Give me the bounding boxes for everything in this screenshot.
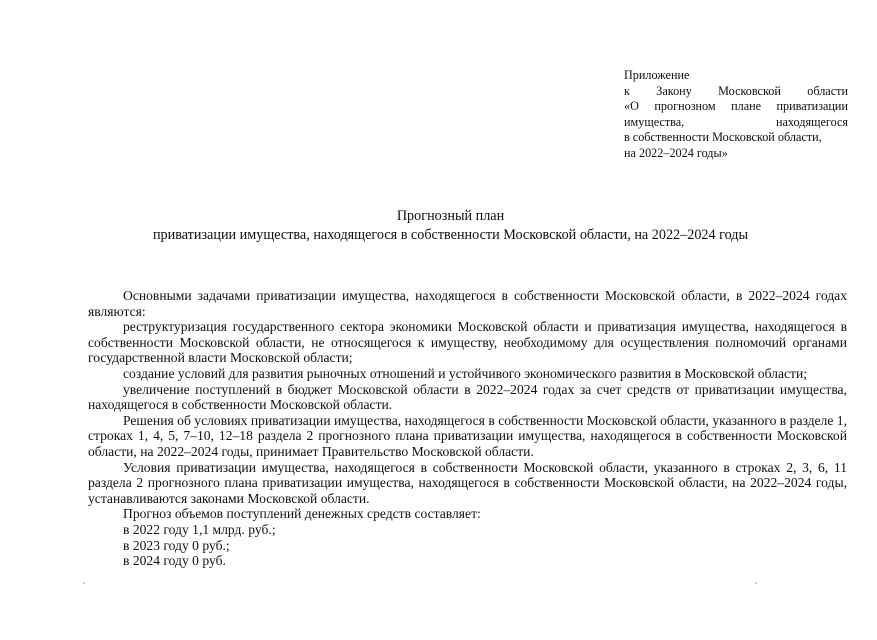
forecast-item: в 2024 году 0 руб. (123, 553, 226, 569)
appendix-line-6: на 2022–2024 годы» (624, 145, 728, 160)
appendix-line-5: в собственности Московской области, (624, 130, 822, 144)
appendix-word: прогнозном (654, 99, 716, 113)
body-paragraph: реструктуризация государственного сектора экономики Московской области и приватизация имущества, находящегося в собственности Московской области, не относящегося к имуществу, необходимому для осуществления полномочий органами государственной власти Московской области; (88, 319, 847, 366)
document-body (88, 288, 847, 569)
appendix-block (624, 68, 848, 161)
forecast-item: в 2023 году 0 руб.; (123, 537, 230, 553)
body-paragraph: Условия приватизации имущества, находящегося в собственности Московской области, указанного в строках 2, 3, 6, 11 раздела 2 прогнозного плана приватизации имущества, находящегося в собственности Московской области, на 2022–2024 годы, устанавливаются законами Московской области. (88, 459, 847, 506)
appendix-line-1: Приложение (624, 68, 690, 82)
appendix-word: находящегося (775, 114, 848, 129)
appendix-word: области (807, 83, 848, 98)
body-paragraph: увеличение поступлений в бюджет Московской области в 2022–2024 годах за счет средств от приватизации имущества, находящегося в собственности Московской области. (88, 381, 847, 413)
appendix-word: «О (624, 99, 639, 113)
appendix-word: Московской (718, 83, 781, 98)
appendix-line-2 (624, 84, 848, 100)
appendix-word: Закону (656, 83, 692, 98)
document-title: Прогнозный план (396, 208, 505, 224)
forecast-item: в 2022 году 1,1 млрд. руб.; (123, 521, 276, 537)
appendix-word: плане (731, 99, 762, 113)
body-paragraph: Решения об условиях приватизации имущества, находящегося в собственности Московской области, указанного в разделе 1, строках 1, 4, 5, 7–10, 12–18 раздела 2 прогнозного плана приватизации имущества, находящегося в собственности Московской области, на 2022–2024 годы, принимает Правительство Московской области. (88, 412, 847, 459)
appendix-line-4 (624, 115, 848, 131)
appendix-word: имущества, (624, 114, 685, 129)
appendix-word: приватизации (776, 99, 848, 113)
body-paragraph: Основными задачами приватизации имущества, находящегося в собственности Московской области, в 2022–2024 годах являются: (88, 288, 847, 319)
document-subtitle: приватизации имущества, находящегося в собственности Московской области, на 2022–2024 годы (152, 227, 749, 243)
appendix-line-3 (624, 99, 848, 115)
scan-speck (755, 582, 757, 584)
body-paragraph: создание условий для развития рыночных отношений и устойчивого экономического развития в Московской области; (123, 365, 808, 381)
appendix-word: к (624, 83, 630, 98)
scan-speck (83, 582, 85, 584)
body-paragraph: Прогноз объемов поступлений денежных средств составляет: (123, 506, 481, 522)
